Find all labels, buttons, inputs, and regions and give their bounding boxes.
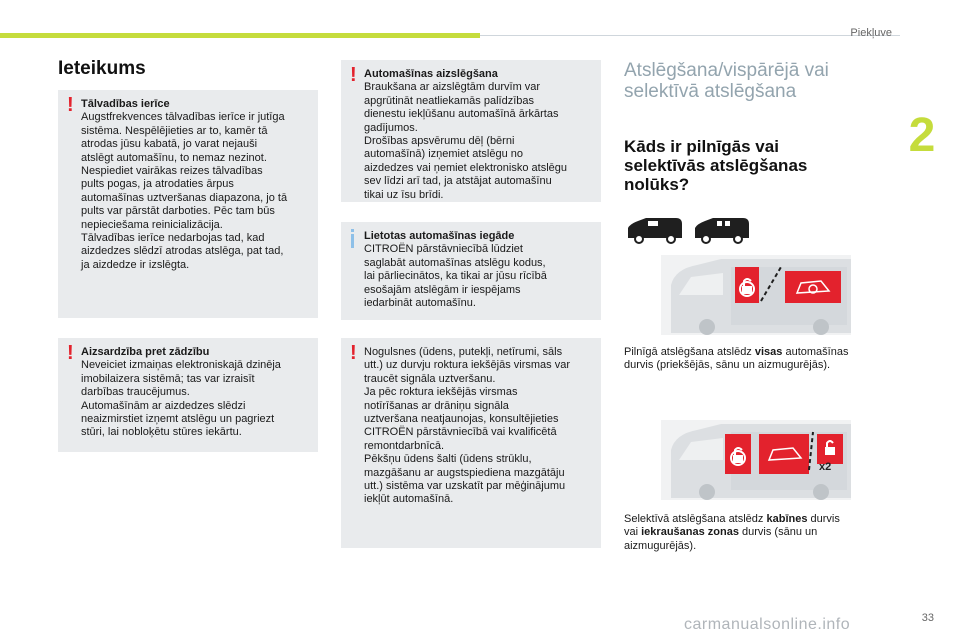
text-line: Nespiediet vairākas reizes tālvadības [81, 165, 263, 178]
handle-deposits-warning-box [341, 338, 601, 548]
used-vehicle-info-box [341, 222, 601, 320]
warning-text [364, 68, 591, 202]
full-unlock-illustration [661, 255, 851, 335]
remote-control-warning-box [58, 90, 318, 318]
text-line: Automašīnām ar aizdedzes slēdzi [81, 399, 246, 412]
text-line: neaizmirstiet izņemt atslēgu un pagriezt [81, 413, 275, 426]
text-line: sistēma. Nespēlējieties ar to, kamēr tā [81, 124, 268, 137]
text-line: pults pogas, ja atrodaties ārpus [81, 178, 234, 191]
text-line: stūri, lai nobloķētu stūres iekārtu. [81, 426, 242, 439]
text-line: lai pārliecinātos, ka tikai ar jūsu rīcībā [364, 270, 547, 283]
text-line: darbības traucējumus. [81, 386, 190, 399]
box-heading: Tālvadības ierīce [81, 98, 170, 110]
box-heading: Aizsardzība pret zādzību [81, 346, 210, 358]
text-line: automašīnā) izņemiet atslēgu no [364, 148, 523, 161]
warning-text [81, 98, 308, 272]
text-line: Braukšana ar aizslēgtām durvīm var [364, 81, 541, 94]
box-body [364, 81, 591, 202]
car-key-icon [624, 214, 686, 244]
advice-title: Ieteikums [58, 58, 146, 79]
text-line: CITROËN pārstāvniecībā vai kvalificētā [364, 426, 557, 439]
text-line: traucēt signāla uztveršanu. [364, 372, 496, 385]
section-title: Atslēgšana/vispārējā vai selektīvā atslēgšana [624, 60, 829, 102]
warning-text [364, 346, 591, 507]
text-line: remontdarbnīcā. [364, 439, 445, 452]
text-line: Tālvadības ierīce nedarbojas tad, kad [81, 232, 265, 245]
text-line: pults var pārstāt darboties. Pēc tam būs [81, 205, 275, 218]
text-line: Pēkšņu ūdens šalti (ūdens strūklu, [364, 453, 532, 466]
text-line: CITROËN pārstāvniecībā lūdziet [364, 243, 523, 256]
text-line: gadījumos. [364, 121, 418, 134]
header-accent-bar [0, 33, 480, 38]
vehicle-locking-warning-box [341, 60, 601, 202]
box-heading: Automašīnas aizslēgšana [364, 68, 498, 80]
text-line: atrodas jūsu kabatā, jo varat nejauši [81, 138, 258, 151]
text-line: uztveršana neatjaunojas, konsultējieties [364, 413, 559, 426]
text-line: Drošības apsvērumu dēļ (bērni [364, 135, 515, 148]
box-body [81, 111, 308, 272]
watermark: carmanualsonline.info [684, 616, 851, 633]
text-line: Neveiciet izmaiņas elektroniskajā dzinēja [81, 359, 281, 372]
warning-icon: ! [350, 342, 357, 364]
text-line: esošajām atslēgām ir iespējams [364, 283, 521, 296]
text-line: apgrūtināt neatliekamās palīdzības [364, 94, 534, 107]
anti-theft-warning-box [58, 338, 318, 452]
text-line: atslēgt automašīnu, to nemaz nezinot. [81, 151, 267, 164]
text-line: ja aizdedze ir izslēgta. [81, 258, 190, 271]
text-line: Augstfrekvences tālvadības ierīce ir jutīga [81, 111, 285, 124]
page-number: 33 [921, 612, 934, 624]
text-line: nepieciešama reinicializācija. [81, 218, 223, 231]
text-line: sev līdzi arī tad, ja atstājat automašīnu [364, 175, 552, 188]
text-line: notīrīšanas ar drāniņu signāla [364, 399, 509, 412]
subtitle: Kāds ir pilnīgās vai selektīvās atslēgšanas nolūks? [624, 137, 808, 194]
text-line: Ja pēc roktura iekšējās virsmas [364, 386, 518, 399]
warning-icon: ! [67, 94, 74, 116]
box-body [364, 243, 591, 310]
text-line: utt.) uz durvju roktura iekšējās virsmas var [364, 359, 571, 372]
text-line: iekļūt automašīnā. [364, 493, 454, 506]
text-line: aizdedzes vai ņemiet elektronisko atslēgu [364, 161, 568, 174]
double-press-badge: x2 [819, 461, 832, 473]
selective-unlock-text: Selektīvā atslēgšana atslēdz kabīnes durvis vai iekraušanas zonas durvis (sānu un aizmugurējās). [624, 513, 840, 552]
warning-icon: ! [67, 342, 74, 364]
box-heading: Lietotas automašīnas iegāde [364, 230, 515, 242]
text-line: tikai uz īsu brīdi. [364, 188, 444, 201]
info-text [364, 230, 591, 310]
warning-text [81, 346, 308, 440]
text-line: saglabāt automašīnas atslēgu kodus, [364, 256, 546, 269]
text-line: dienestu iekļūšanu automašīnā ārkārtas [364, 108, 559, 121]
full-unlock-text: Pilnīgā atslēgšana atslēdz visas automašīnas durvis (priekšējās, sānu un aizmugurējās). [624, 346, 849, 372]
section-label: Piekļuve [850, 27, 892, 39]
text-line: imobilaizera sistēmā; tas var izraisīt [81, 372, 255, 385]
text-line: iedarbināt automašīnu. [364, 297, 476, 310]
warning-icon: ! [350, 64, 357, 86]
box-body [364, 346, 591, 507]
selective-unlock-illustration [661, 420, 851, 500]
text-line: mazgāšanu ar augstspiediena mazgātāju [364, 466, 565, 479]
text-line: automašīnas uztveršanas diapazona, jo tā [81, 191, 288, 204]
text-line: aizdedzes slēdzī atrodas atslēga, pat tad, [81, 245, 284, 258]
info-icon [351, 234, 354, 248]
van-cab-icon [691, 214, 753, 244]
header-rule [480, 35, 900, 36]
text-line: utt.) sistēma var uzskatīt par mēģinājumu [364, 480, 566, 493]
box-body [81, 359, 308, 439]
chapter-number: 2 [908, 109, 936, 162]
text-line: Nogulsnes (ūdens, putekļi, netīrumi, sāls [364, 346, 563, 358]
